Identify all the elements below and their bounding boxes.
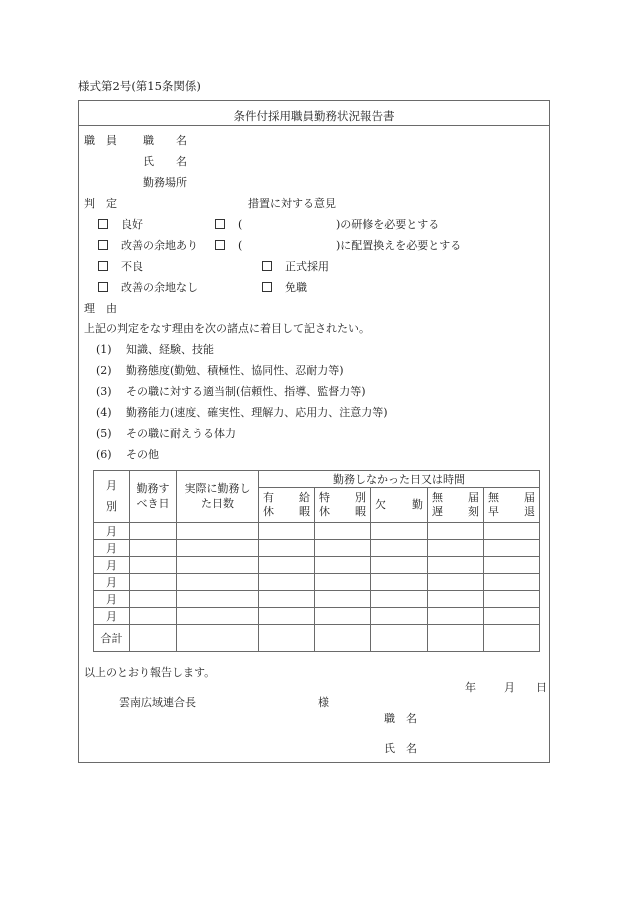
opinion-label: 措置に対する意見	[248, 197, 336, 210]
closing-statement: 以上のとおり報告します。	[84, 666, 216, 679]
option-dismiss: 免職	[285, 281, 307, 294]
paren-open: (	[238, 239, 243, 252]
checkbox-no-improve[interactable]	[98, 282, 108, 292]
cell[interactable]	[259, 540, 315, 557]
cell[interactable]	[428, 625, 484, 652]
paren-open: (	[238, 218, 243, 231]
checkbox-formal[interactable]	[262, 261, 272, 271]
row-month: 月	[94, 523, 130, 540]
cell[interactable]	[315, 625, 371, 652]
row-month: 月	[94, 540, 130, 557]
row-month: 月	[94, 591, 130, 608]
cell[interactable]	[484, 591, 540, 608]
cell[interactable]	[428, 591, 484, 608]
reason-intro: 上記の判定をなす理由を次の諸点に着目して記されたい。	[84, 322, 370, 335]
option-formal: 正式採用	[285, 260, 329, 273]
cell[interactable]	[484, 540, 540, 557]
cell[interactable]	[259, 625, 315, 652]
checkbox-poor[interactable]	[98, 261, 108, 271]
row-month: 月	[94, 557, 130, 574]
cell[interactable]	[315, 591, 371, 608]
header-unreported-early: 無 早 届 退	[484, 488, 540, 523]
cell[interactable]	[371, 523, 428, 540]
name-label: 氏 名	[143, 155, 187, 168]
cell[interactable]	[130, 625, 177, 652]
cell[interactable]	[177, 608, 259, 625]
table-row	[94, 523, 540, 540]
header-absent-group: 勤務しなかった日又は時間	[259, 471, 540, 488]
table-row	[94, 574, 540, 591]
header-month: 月 別	[94, 471, 130, 523]
cell[interactable]	[484, 557, 540, 574]
cell[interactable]	[177, 557, 259, 574]
cell[interactable]	[371, 591, 428, 608]
reason-label: 理 由	[84, 302, 117, 315]
staff-label: 職 員	[84, 134, 117, 147]
row-month: 月	[94, 608, 130, 625]
cell[interactable]	[130, 591, 177, 608]
checkbox-training[interactable]	[215, 219, 225, 229]
reporter-post-label: 職 名	[384, 712, 417, 725]
reason-num: (5)	[96, 427, 112, 440]
form-title: 条件付採用職員勤務状況報告書	[233, 109, 395, 123]
cell[interactable]	[130, 523, 177, 540]
cell[interactable]	[371, 540, 428, 557]
report-form	[78, 100, 550, 763]
form-reference: 様式第2号(第15条関係)	[78, 79, 201, 93]
cell[interactable]	[371, 574, 428, 591]
reason-num: (2)	[96, 364, 112, 377]
reason-item: 勤務能力(速度、確実性、理解力、応用力、注意力等)	[126, 406, 388, 419]
cell[interactable]	[259, 591, 315, 608]
header-should-work: 勤務す べき日	[130, 471, 177, 523]
total-row	[94, 625, 540, 652]
addressee: 雲南広域連合長	[119, 696, 196, 709]
cell[interactable]	[259, 574, 315, 591]
reason-num: (4)	[96, 406, 112, 419]
reason-item: 知識、経験、技能	[126, 343, 214, 356]
cell[interactable]	[259, 523, 315, 540]
total-label: 合計	[94, 625, 130, 652]
option-good: 良好	[121, 218, 143, 231]
cell[interactable]	[428, 523, 484, 540]
cell[interactable]	[371, 557, 428, 574]
cell[interactable]	[371, 608, 428, 625]
cell[interactable]	[177, 540, 259, 557]
table-row	[94, 591, 540, 608]
table-row	[94, 540, 540, 557]
header-unreported-late: 無 遅 届 刻	[428, 488, 484, 523]
reason-item: その他	[126, 448, 159, 461]
cell[interactable]	[130, 557, 177, 574]
post-label: 職 名	[143, 134, 187, 147]
judgment-label: 判 定	[84, 197, 117, 210]
cell[interactable]	[177, 591, 259, 608]
reason-item: その職に対する適当制(信頼性、指導、監督力等)	[126, 385, 366, 398]
cell[interactable]	[484, 523, 540, 540]
workplace-label: 勤務場所	[143, 176, 187, 189]
checkbox-room-improve[interactable]	[98, 240, 108, 250]
cell[interactable]	[484, 625, 540, 652]
honorific: 様	[318, 696, 329, 709]
reason-item: 勤務態度(勤勉、積極性、協同性、忍耐力等)	[126, 364, 344, 377]
cell[interactable]	[315, 540, 371, 557]
reason-num: (3)	[96, 385, 112, 398]
cell[interactable]	[484, 608, 540, 625]
day-label: 日	[536, 681, 547, 694]
cell[interactable]	[371, 625, 428, 652]
year-label: 年	[465, 681, 476, 694]
reason-num: (1)	[96, 343, 112, 356]
cell[interactable]	[259, 608, 315, 625]
checkbox-dismiss[interactable]	[262, 282, 272, 292]
cell[interactable]	[484, 574, 540, 591]
option-poor: 不良	[121, 260, 143, 273]
reason-num: (6)	[96, 448, 112, 461]
option-no-improve: 改善の余地なし	[121, 281, 198, 294]
header-absence: 欠 勤	[371, 488, 428, 523]
cell[interactable]	[315, 574, 371, 591]
cell[interactable]	[130, 574, 177, 591]
header-paid-leave: 有 休 給 暇	[259, 488, 315, 523]
month-label: 月	[504, 681, 515, 694]
option-training: )の研修を必要とする	[336, 218, 440, 231]
reason-item: その職に耐えうる体力	[126, 427, 236, 440]
cell[interactable]	[315, 608, 371, 625]
header-actual-work: 実際に勤務し た日数	[177, 471, 259, 523]
cell[interactable]	[177, 574, 259, 591]
checkbox-good[interactable]	[98, 219, 108, 229]
checkbox-transfer[interactable]	[215, 240, 225, 250]
attendance-table	[93, 470, 540, 652]
row-month: 月	[94, 574, 130, 591]
cell[interactable]	[428, 574, 484, 591]
cell[interactable]	[315, 557, 371, 574]
cell[interactable]	[177, 625, 259, 652]
reporter-name-label: 氏 名	[384, 742, 417, 755]
header-special-leave: 特 休 別 暇	[315, 488, 371, 523]
option-room-improve: 改善の余地あり	[121, 239, 198, 252]
cell[interactable]	[130, 608, 177, 625]
cell[interactable]	[428, 608, 484, 625]
cell[interactable]	[130, 540, 177, 557]
cell[interactable]	[315, 523, 371, 540]
cell[interactable]	[428, 540, 484, 557]
title-bar	[79, 101, 549, 126]
table-row	[94, 557, 540, 574]
cell[interactable]	[177, 523, 259, 540]
cell[interactable]	[259, 557, 315, 574]
option-transfer: )に配置換えを必要とする	[336, 239, 462, 252]
table-row	[94, 608, 540, 625]
cell[interactable]	[428, 557, 484, 574]
